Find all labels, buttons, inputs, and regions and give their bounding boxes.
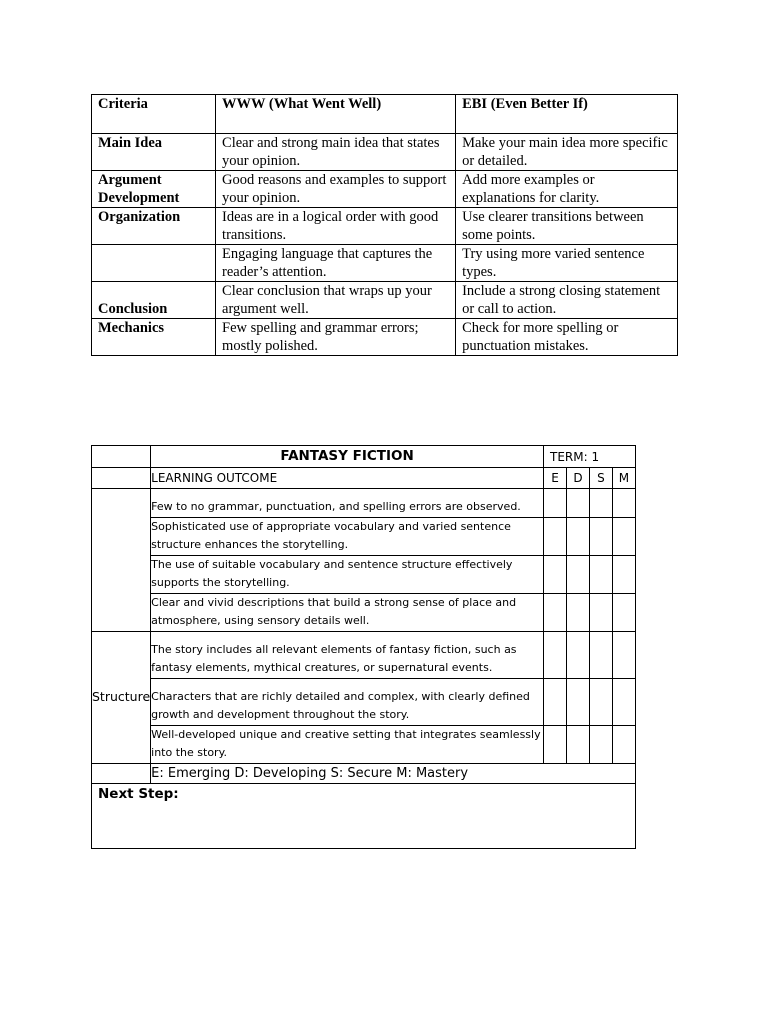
rubric-criteria: Argument Development bbox=[92, 171, 216, 208]
level-d-checkbox[interactable] bbox=[567, 593, 590, 631]
level-m-checkbox[interactable] bbox=[612, 489, 635, 518]
learning-outcome-header: LEARNING OUTCOME bbox=[151, 468, 544, 489]
rubric-row bbox=[92, 171, 678, 208]
level-m-checkbox[interactable] bbox=[612, 555, 635, 593]
blank-cell bbox=[92, 763, 151, 783]
outcome-text: Clear and vivid descriptions that build a strong sense of place and atmosphere, using sensory details well. bbox=[151, 593, 544, 631]
outcome-row bbox=[92, 555, 636, 593]
level-e-checkbox[interactable] bbox=[544, 555, 567, 593]
level-m-checkbox[interactable] bbox=[612, 725, 635, 763]
level-d-checkbox[interactable] bbox=[567, 631, 590, 678]
level-e-header: E bbox=[544, 468, 567, 489]
outcome-row bbox=[92, 678, 636, 725]
level-m-checkbox[interactable] bbox=[612, 593, 635, 631]
level-d-checkbox[interactable] bbox=[567, 555, 590, 593]
level-m-checkbox[interactable] bbox=[612, 631, 635, 678]
blank-cell bbox=[92, 468, 151, 489]
level-e-checkbox[interactable] bbox=[544, 489, 567, 518]
outcome-text: Characters that are richly detailed and complex, with clearly defined growth and development throughout the story. bbox=[151, 678, 544, 725]
level-m-checkbox[interactable] bbox=[612, 517, 635, 555]
level-s-checkbox[interactable] bbox=[589, 725, 612, 763]
rubric-header-www: WWW (What Went Well) bbox=[216, 95, 456, 134]
level-s-checkbox[interactable] bbox=[589, 631, 612, 678]
level-s-checkbox[interactable] bbox=[589, 593, 612, 631]
rubric-www: Few spelling and grammar errors; mostly polished. bbox=[216, 319, 456, 356]
rubric-criteria: Main Idea bbox=[92, 134, 216, 171]
level-s-checkbox[interactable] bbox=[589, 489, 612, 518]
level-m-header: M bbox=[612, 468, 635, 489]
rubric-header-criteria: Criteria bbox=[92, 95, 216, 134]
outcome-header-row bbox=[92, 468, 636, 489]
outcome-row bbox=[92, 489, 636, 518]
checklist-title: FANTASY FICTION bbox=[151, 446, 544, 468]
level-s-checkbox[interactable] bbox=[589, 678, 612, 725]
outcome-row bbox=[92, 593, 636, 631]
outcome-text: The story includes all relevant elements of fantasy fiction, such as fantasy elements, mythical creatures, or supernatural events. bbox=[151, 631, 544, 678]
outcome-text: Sophisticated use of appropriate vocabulary and varied sentence structure enhances the storytelling. bbox=[151, 517, 544, 555]
rubric-header-row bbox=[92, 95, 678, 134]
rubric-www: Good reasons and examples to support your opinion. bbox=[216, 171, 456, 208]
rubric-criteria bbox=[92, 245, 216, 282]
rubric-www: Engaging language that captures the reader’s attention. bbox=[216, 245, 456, 282]
outcome-text: The use of suitable vocabulary and sentence structure effectively supports the storytelling. bbox=[151, 555, 544, 593]
level-e-checkbox[interactable] bbox=[544, 593, 567, 631]
outcome-text: Well-developed unique and creative setting that integrates seamlessly into the story. bbox=[151, 725, 544, 763]
level-key: E: Emerging D: Developing S: Secure M: Mastery bbox=[151, 763, 636, 783]
outcome-row bbox=[92, 517, 636, 555]
rubric-row bbox=[92, 319, 678, 356]
rubric-ebi: Make your main idea more specific or detailed. bbox=[456, 134, 678, 171]
level-s-header: S bbox=[589, 468, 612, 489]
outcome-row bbox=[92, 725, 636, 763]
rubric-ebi: Include a strong closing statement or call to action. bbox=[456, 282, 678, 319]
outcome-text: Few to no grammar, punctuation, and spelling errors are observed. bbox=[151, 489, 544, 518]
rubric-ebi: Add more examples or explanations for clarity. bbox=[456, 171, 678, 208]
group-label bbox=[92, 489, 151, 632]
www-ebi-rubric-table bbox=[91, 94, 678, 356]
level-s-checkbox[interactable] bbox=[589, 555, 612, 593]
next-step-row bbox=[92, 783, 636, 848]
level-e-checkbox[interactable] bbox=[544, 678, 567, 725]
rubric-row bbox=[92, 282, 678, 319]
rubric-ebi: Check for more spelling or punctuation mistakes. bbox=[456, 319, 678, 356]
level-d-checkbox[interactable] bbox=[567, 517, 590, 555]
level-d-checkbox[interactable] bbox=[567, 725, 590, 763]
level-s-checkbox[interactable] bbox=[589, 517, 612, 555]
term-label: TERM: 1 bbox=[544, 446, 636, 468]
level-d-checkbox[interactable] bbox=[567, 678, 590, 725]
level-e-checkbox[interactable] bbox=[544, 517, 567, 555]
rubric-criteria: Mechanics bbox=[92, 319, 216, 356]
next-step-label: Next Step: bbox=[92, 783, 636, 848]
rubric-row bbox=[92, 245, 678, 282]
rubric-criteria: Organization bbox=[92, 208, 216, 245]
checklist-title-row bbox=[92, 446, 636, 468]
rubric-ebi: Try using more varied sentence types. bbox=[456, 245, 678, 282]
rubric-ebi: Use clearer transitions between some points. bbox=[456, 208, 678, 245]
blank-cell bbox=[92, 446, 151, 468]
level-e-checkbox[interactable] bbox=[544, 631, 567, 678]
rubric-www: Clear and strong main idea that states your opinion. bbox=[216, 134, 456, 171]
rubric-row bbox=[92, 134, 678, 171]
level-e-checkbox[interactable] bbox=[544, 725, 567, 763]
rubric-criteria: Conclusion bbox=[92, 282, 216, 319]
fantasy-fiction-checklist bbox=[91, 445, 636, 849]
rubric-header-ebi: EBI (Even Better If) bbox=[456, 95, 678, 134]
group-label-structure: Structure bbox=[92, 631, 151, 763]
rubric-row bbox=[92, 208, 678, 245]
outcome-row bbox=[92, 631, 636, 678]
rubric-www: Clear conclusion that wraps up your argument well. bbox=[216, 282, 456, 319]
key-row bbox=[92, 763, 636, 783]
rubric-www: Ideas are in a logical order with good transitions. bbox=[216, 208, 456, 245]
level-d-header: D bbox=[567, 468, 590, 489]
level-d-checkbox[interactable] bbox=[567, 489, 590, 518]
level-m-checkbox[interactable] bbox=[612, 678, 635, 725]
